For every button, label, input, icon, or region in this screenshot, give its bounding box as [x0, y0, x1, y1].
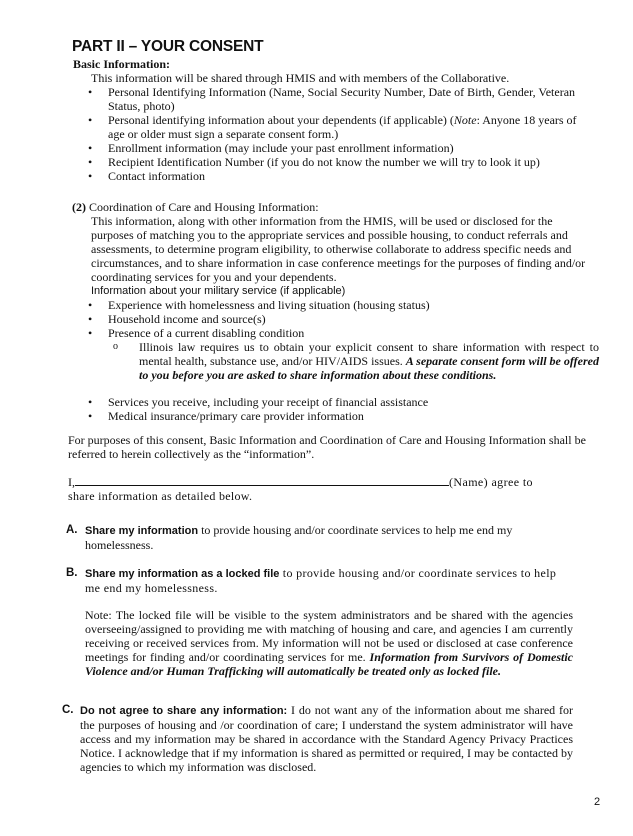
sub-bullet: o [113, 341, 118, 352]
list-item: • Services you receive, including your receipt of financial assistance [88, 395, 578, 409]
option-c-letter: C. [62, 704, 74, 716]
option-b-note: Note: The locked file will be visible to the system administrators and be shared with the agencies overseeing/assigned to providing me with matching of housing and care, and agencies I am currently receiving or received services from. My information will not be used or disclosed at case conference meetings for finding and/or coordinating services for me. Information from Survivors of Domestic Violence and/or Human Trafficking will automatically be treated only as locked file. [85, 608, 574, 678]
coord-body: This information, along with other information from the HMIS, will be used or disclosed for the purposes of matching you to the appropriate services and possible housing, to conduct referrals and assessments, to determine program eligibility, to otherwise collaborate to address specific needs and circumstances, and to share information in case conference meetings for the purposes of finding and/or coordinating services for you and your dependents. [91, 214, 586, 284]
list-item: • Presence of a current disabling condition [88, 326, 578, 340]
military-line: Information about your military service (if applicable) [91, 285, 346, 297]
list-item: • Personal Identifying Information (Name, Social Security Number, Date of Birth, Gender, Veteran Status, photo) [88, 85, 578, 113]
sub-item: o Illinois law requires us to obtain your explicit consent to share information with respect to mental health, substance use, and/or HIV/AIDS issues. A separate consent form will be offered to you before you are asked to share information about these conditions. [113, 340, 600, 382]
page-title: PART II – YOUR CONSENT [72, 38, 264, 55]
coord-list [88, 298, 578, 340]
page-number: 2 [594, 796, 601, 808]
list-item: • Recipient Identification Number (if you do not know the number we will try to look it up) [88, 155, 578, 169]
coord-heading-line [72, 200, 319, 214]
basic-heading: Basic Information: [73, 57, 170, 71]
coord-number: (2) [72, 200, 86, 214]
option-b-letter: B. [66, 567, 78, 579]
coord-list-2 [88, 395, 578, 423]
basic-list [88, 85, 578, 183]
coord-heading: Coordination of Care and Housing Information: [89, 200, 319, 214]
purposes-paragraph: For purposes of this consent, Basic Information and Coordination of Care and Housing Information shall be referred to herein collectively as the “information”. [68, 433, 586, 461]
agree-line-2: share information as detailed below. [68, 489, 253, 503]
basic-intro: This information will be shared through HMIS and with members of the Collaborative. [91, 71, 510, 85]
option-a-letter: A. [66, 524, 78, 536]
list-item: • Medical insurance/primary care provider information [88, 409, 578, 423]
list-item: • Personal identifying information about your dependents (if applicable) (Note: Anyone 18 years of age or older must sign a separate consent form.) [88, 113, 578, 141]
list-item: • Contact information [88, 169, 578, 183]
option-c[interactable]: Do not agree to share any information: I do not want any of the information about me shared for the purposes of housing and /or coordination of care; I understand the system administrator will have access and my information may be shared in accordance with the Standard Agency Privacy Practices Notice. I acknowledge that if my information is shared as permitted or required, I may be contacted by agencies to which my information was disclosed. [80, 703, 573, 774]
name-blank[interactable] [75, 474, 449, 486]
list-item: • Experience with homelessness and living situation (housing status) [88, 298, 578, 312]
list-item: • Enrollment information (may include your past enrollment information) [88, 141, 578, 155]
list-item: • Household income and source(s) [88, 312, 578, 326]
option-b[interactable]: Share my information as a locked file to provide housing and/or coordinate services to help me end my homelessness. [85, 566, 557, 595]
agree-line: I, (Name) agree to [68, 475, 533, 489]
option-a[interactable]: Share my information to provide housing and/or coordinate services to help me end my homelessness. [85, 523, 513, 552]
